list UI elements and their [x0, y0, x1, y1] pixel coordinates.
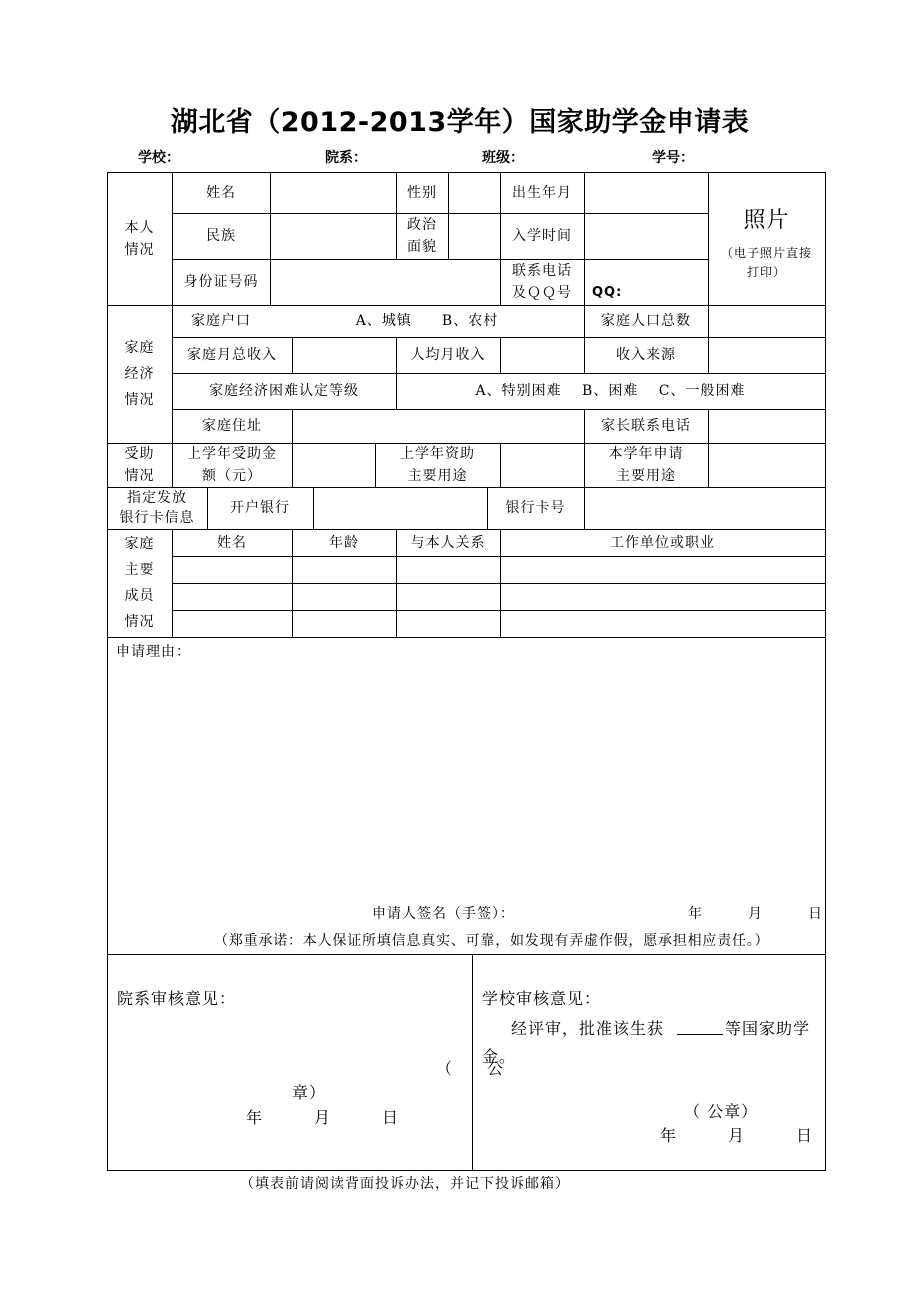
label-population: 家庭人口总数: [601, 313, 691, 329]
col-member-age: 年龄: [329, 534, 359, 551]
pledge-text: （郑重承诺：本人保证所填信息真实、可靠，如发现有弄虚作假，愿承担相应责任。）: [214, 933, 770, 949]
photo-label: 照片: [743, 208, 790, 233]
label-last-amount: 上学年受助金 额（元）: [187, 446, 277, 484]
section-bank: 指定发放 银行卡信息: [119, 490, 195, 526]
col-member-name: 姓名: [217, 534, 247, 551]
footer-note: （填表前请阅读背面投诉办法，并记下投诉邮箱）: [240, 1176, 570, 1192]
label-per-capita: 人均月收入: [410, 347, 486, 363]
label-parent-phone: 家长联系电话: [601, 418, 691, 434]
label-birth: 出生年月: [512, 184, 572, 201]
label-contact: 联系电话 及ＱＱ号: [512, 263, 572, 301]
school-date: 年 月 日: [660, 1126, 814, 1145]
label-income-source: 收入来源: [616, 347, 676, 363]
label-difficulty-level: 家庭经济困难认定等级: [209, 383, 359, 399]
label-enroll: 入学时间: [512, 228, 572, 244]
dept-seal-a: （ 公: [436, 1059, 505, 1078]
col-member-job: 工作单位或职业: [610, 534, 715, 551]
label-bank: 开户银行: [230, 500, 290, 516]
school-text-a: 经评审，批准该生获: [511, 1019, 665, 1038]
school-seal: （ 公章）: [684, 1102, 759, 1121]
dept-date: 年 月 日: [246, 1108, 400, 1127]
label-monthly-income: 家庭月总收入: [187, 347, 277, 363]
label-this-use: 本学年申请 主要用途: [608, 446, 684, 484]
label-name: 姓名: [206, 184, 236, 201]
school-text-c: 金。: [482, 1047, 517, 1066]
form-title: 湖北省（2012-2013学年）国家助学金申请表: [170, 107, 750, 138]
label-ethnicity: 民族: [206, 228, 236, 244]
col-member-relation: 与本人关系: [410, 534, 486, 551]
section-aid: 受助 情况: [124, 446, 155, 484]
difficulty-options: A、特别困难 B、困难 C、一般困难: [475, 383, 746, 399]
qq-label: QQ:: [592, 285, 623, 300]
photo-note: （电子照片直接 打印）: [720, 246, 812, 279]
header-class: 班级：: [482, 150, 524, 166]
label-hukou: 家庭户口: [191, 313, 251, 329]
label-card-no: 银行卡号: [505, 500, 566, 516]
school-text-b: 等国家助学: [725, 1019, 811, 1038]
label-reason: 申请理由：: [116, 644, 191, 660]
section-members: 家庭 主要 成员 情况: [124, 536, 155, 630]
hukou-options: A、城镇 B、农村: [355, 313, 499, 329]
dept-seal-b: 章）: [292, 1083, 327, 1102]
header-school: 学校：: [138, 150, 180, 166]
label-address: 家庭住址: [202, 418, 262, 434]
label-gender: 性别: [407, 184, 437, 201]
label-political: 政治 面貌: [407, 217, 437, 255]
header-student-id: 学号：: [652, 150, 694, 166]
label-dept-review: 院系审核意见：: [117, 989, 237, 1008]
label-id-card: 身份证号码: [183, 274, 259, 290]
reason-date: 年 月 日: [688, 906, 823, 922]
header-department: 院系：: [325, 150, 367, 166]
label-last-use: 上学年资助 主要用途: [400, 446, 475, 484]
section-family-econ: 家庭 经济 情况: [124, 340, 155, 408]
label-signature: 申请人签名（手签）：: [372, 906, 515, 922]
award-level-blank[interactable]: [677, 1034, 723, 1035]
label-school-review: 学校审核意见：: [482, 989, 602, 1008]
section-personal: 本人 情况: [124, 219, 155, 258]
